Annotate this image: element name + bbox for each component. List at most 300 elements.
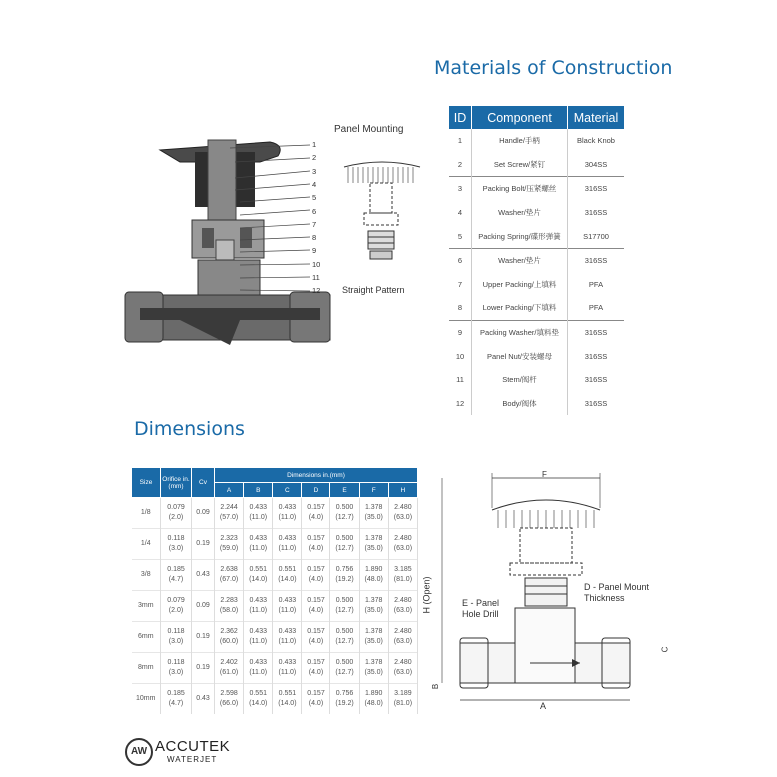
materials-header-id: ID <box>449 106 472 129</box>
dim-cell-value-line: 3.189 <box>394 690 412 697</box>
dim-cell-value-line: 1.890 <box>364 566 383 573</box>
materials-cell-material: 304SS <box>584 159 608 169</box>
dim-cell-value-line: 0.433 <box>249 504 267 511</box>
dim-cell-value-line: 0.157 <box>307 690 325 697</box>
dim-cell-value-line: 0.433 <box>249 628 267 635</box>
dim-cell-orifice-line: (2.0) <box>168 514 184 521</box>
dim-cell-orifice <box>161 653 192 684</box>
dim-cell-value <box>244 591 273 622</box>
dim-cell-size <box>132 560 161 591</box>
dim-cell-value <box>388 560 417 591</box>
dim-cell-value-line: (4.0) <box>308 700 324 707</box>
dim-cell-cv-line: 0.09 <box>196 509 210 516</box>
accutek-logo <box>125 738 245 768</box>
dim-cell-orifice-line: 0.118 <box>167 659 185 666</box>
dim-cell-value-line: (12.7) <box>335 638 354 645</box>
dim-cell-value-line: 3.185 <box>394 566 412 573</box>
dim-cell-size-line: 3mm <box>137 602 154 609</box>
dim-cell-size <box>132 653 161 684</box>
dim-cell-value <box>388 653 417 684</box>
dimensions-row <box>132 498 418 529</box>
dim-header-cv: Cv <box>192 468 215 498</box>
dim-cell-value-line: (11.0) <box>278 607 297 614</box>
dim-cell-orifice-line: (3.0) <box>168 669 184 676</box>
materials-cell-id: 6 <box>449 248 472 272</box>
materials-row <box>449 177 624 201</box>
dimensions-title: Dimensions <box>134 418 245 440</box>
dim-cell-value-line: 0.500 <box>335 659 354 666</box>
dim-cell-value <box>215 529 244 560</box>
dim-cell-size-line: 10mm <box>136 695 156 702</box>
dim-cell-value <box>330 622 359 653</box>
dim-cell-value-line: 0.756 <box>335 566 354 573</box>
dim-cell-value <box>244 498 273 529</box>
dim-cell-value-line: (11.0) <box>278 514 297 521</box>
dim-cell-value <box>330 653 359 684</box>
dim-cell-size <box>132 622 161 653</box>
dim-cell-value-line: 2.638 <box>220 566 238 573</box>
dim-cell-value-line: (35.0) <box>364 607 383 614</box>
materials-row <box>449 224 624 248</box>
dim-cell-value-line: (4.0) <box>308 576 324 583</box>
dim-cell-cv <box>192 653 215 684</box>
dim-cell-value-line: (57.0) <box>219 514 239 521</box>
dim-cell-value <box>359 498 388 529</box>
dim-cell-cv <box>192 560 215 591</box>
dim-cell-value <box>302 498 330 529</box>
dim-cell-value-line: 0.157 <box>307 535 325 542</box>
dim-cell-orifice-line: (3.0) <box>168 545 184 552</box>
dim-cell-value <box>302 653 330 684</box>
callout-number: 7 <box>312 219 317 229</box>
materials-header-material: Material <box>568 106 625 129</box>
materials-cell-material: Black Knob <box>577 136 615 146</box>
dim-header-col: F <box>359 483 388 498</box>
dim-cell-orifice-line: 0.185 <box>167 690 185 697</box>
dim-cell-value-line: 0.433 <box>278 535 297 542</box>
materials-cell-material: PFA <box>588 279 604 289</box>
dim-cell-value-line: 0.433 <box>278 597 297 604</box>
dim-cell-value <box>244 622 273 653</box>
materials-body <box>449 129 624 415</box>
dim-cell-value-line: (11.0) <box>249 514 268 521</box>
panel-mounting-drawing <box>342 155 422 265</box>
dim-cell-cv-line: 0.19 <box>196 540 210 547</box>
dim-cell-value-line: (19.2) <box>335 576 354 583</box>
dim-cell-value <box>273 591 302 622</box>
dim-cell-value-line: (11.0) <box>249 545 268 552</box>
dim-cell-orifice-line: (4.7) <box>168 576 184 583</box>
dim-cell-cv <box>192 529 215 560</box>
dim-cell-value-line: (35.0) <box>364 514 383 521</box>
dim-cell-value-line: (11.0) <box>278 669 297 676</box>
dim-cell-value <box>359 529 388 560</box>
dim-cell-value-line: (14.0) <box>249 700 268 707</box>
dim-cell-orifice <box>161 560 192 591</box>
dim-cell-value-line: (11.0) <box>249 638 268 645</box>
dim-cell-orifice-line: (2.0) <box>168 607 184 614</box>
dim-cell-value-line: 2.480 <box>394 628 412 635</box>
dim-cell-cv-line: 0.19 <box>196 633 210 640</box>
dim-label-e: E - Panel Hole Drill <box>462 598 500 619</box>
dim-cell-value <box>330 560 359 591</box>
dim-cell-value-line: 0.433 <box>249 535 267 542</box>
dim-cell-value-line: (59.0) <box>219 545 239 552</box>
dim-label-d: D - Panel Mount Thickness <box>584 582 650 603</box>
dim-cell-value-line: (63.0) <box>393 514 413 521</box>
materials-cell-id: 7 <box>449 273 472 297</box>
dim-cell-value <box>388 684 417 715</box>
dim-cell-cv <box>192 684 215 715</box>
dim-header-col: B <box>244 483 273 498</box>
dim-header-col: D <box>302 483 330 498</box>
dim-cell-value <box>330 591 359 622</box>
dim-cell-value-line: (12.7) <box>335 607 354 614</box>
dim-cell-value-line: 1.378 <box>364 504 383 511</box>
dim-cell-value-line: 2.362 <box>220 628 238 635</box>
dim-cell-value-line: (14.0) <box>278 700 297 707</box>
dim-cell-value-line: 0.157 <box>307 566 325 573</box>
materials-cell-id: 9 <box>449 320 472 344</box>
dim-header-orifice: Orifice in.(mm) <box>161 468 192 498</box>
dim-cell-value-line: 2.598 <box>220 690 238 697</box>
dim-cell-value-line: 2.323 <box>220 535 238 542</box>
dim-cell-value <box>215 684 244 715</box>
dim-cell-value <box>215 653 244 684</box>
materials-cell-id: 1 <box>449 129 472 153</box>
materials-cell-material: S17700 <box>583 231 609 241</box>
dim-cell-value-line: 0.551 <box>249 566 267 573</box>
dim-header-col: H <box>388 483 417 498</box>
dim-cell-value <box>388 529 417 560</box>
callout-number: 2 <box>312 153 317 163</box>
dim-cell-value-line: (4.0) <box>308 514 324 521</box>
dim-cell-value <box>330 529 359 560</box>
dim-cell-value-line: 0.500 <box>335 535 354 542</box>
dim-cell-value-line: (63.0) <box>393 607 413 614</box>
dim-cell-orifice-line: 0.185 <box>167 566 185 573</box>
dim-cell-value <box>244 560 273 591</box>
dim-header-col: A <box>215 483 244 498</box>
materials-cell-component: Lower Packing/下填料 <box>472 296 568 320</box>
dim-cell-value-line: (48.0) <box>364 700 383 707</box>
dimensions-row <box>132 622 418 653</box>
dim-cell-value <box>215 498 244 529</box>
dim-cell-value-line: 0.157 <box>307 628 325 635</box>
dim-cell-value <box>359 560 388 591</box>
dim-cell-value-line: (63.0) <box>393 638 413 645</box>
dim-cell-value-line: (61.0) <box>219 669 239 676</box>
dim-cell-value-line: (11.0) <box>278 545 297 552</box>
callout-number: 5 <box>312 193 317 203</box>
dim-cell-value-line: 2.480 <box>394 659 412 666</box>
materials-title: Materials of Construction <box>434 57 673 79</box>
dim-cell-size-line: 1/8 <box>140 509 151 516</box>
materials-cell-component: Packing Spring/碟形弹簧 <box>472 224 568 248</box>
dim-cell-value-line: (63.0) <box>393 669 413 676</box>
dim-cell-value <box>215 591 244 622</box>
materials-cell-material: 316SS <box>584 208 608 218</box>
callout-number: 10 <box>312 259 321 269</box>
callout-number: 3 <box>312 166 317 176</box>
materials-cell-id: 11 <box>449 368 472 392</box>
callout-number: 9 <box>312 246 317 256</box>
materials-row <box>449 368 624 392</box>
dim-cell-value <box>302 591 330 622</box>
logo-mark-icon: AW <box>125 738 153 766</box>
dim-cell-value <box>273 560 302 591</box>
dim-cell-size <box>132 498 161 529</box>
dim-cell-value-line: (11.0) <box>249 669 268 676</box>
dim-cell-value <box>273 498 302 529</box>
materials-cell-id: 4 <box>449 201 472 225</box>
dim-cell-value-line: 0.500 <box>335 597 354 604</box>
dim-cell-value <box>359 591 388 622</box>
materials-cell-component: Panel Nut/安装螺母 <box>472 344 568 368</box>
dim-cell-value-line: 2.480 <box>394 504 412 511</box>
dim-cell-value-line: (48.0) <box>364 576 383 583</box>
dim-cell-cv-line: 0.43 <box>196 571 210 578</box>
dim-cell-value-line: (12.7) <box>335 514 354 521</box>
materials-cell-component: Upper Packing/上填料 <box>472 273 568 297</box>
dim-cell-cv-line: 0.09 <box>196 602 210 609</box>
dim-cell-value-line: (14.0) <box>249 576 268 583</box>
dim-cell-value-line: 1.890 <box>364 690 383 697</box>
straight-pattern-label: Straight Pattern <box>342 285 405 295</box>
dim-cell-value-line: 2.480 <box>394 597 412 604</box>
dim-cell-orifice-line: 0.118 <box>167 628 185 635</box>
dim-cell-value <box>215 622 244 653</box>
materials-cell-material: 316SS <box>568 320 625 344</box>
dim-cell-value-line: 0.433 <box>249 597 267 604</box>
dim-cell-value-line: 2.244 <box>220 504 238 511</box>
materials-cell-component: Handle/手柄 <box>472 129 568 153</box>
dim-cell-value-line: 0.433 <box>278 628 297 635</box>
dim-cell-value-line: (4.0) <box>308 638 324 645</box>
dimensions-body <box>132 498 418 715</box>
materials-header-row <box>449 106 624 129</box>
dim-cell-orifice <box>161 622 192 653</box>
materials-cell-id: 10 <box>449 344 472 368</box>
dim-cell-value <box>302 684 330 715</box>
dim-cell-cv <box>192 498 215 529</box>
dim-cell-value <box>359 653 388 684</box>
dim-cell-value-line: 0.551 <box>249 690 267 697</box>
materials-cell-id: 5 <box>449 224 472 248</box>
materials-row <box>449 248 624 272</box>
dim-cell-value-line: 0.756 <box>335 690 354 697</box>
dim-cell-value <box>302 622 330 653</box>
dim-cell-orifice-line: 0.118 <box>167 535 185 542</box>
dim-cell-value-line: (81.0) <box>393 700 413 707</box>
dim-cell-value-line: (12.7) <box>335 669 354 676</box>
dimensions-row <box>132 560 418 591</box>
dim-cell-value-line: 2.402 <box>220 659 238 666</box>
materials-cell-component: Washer/垫片 <box>472 201 568 225</box>
materials-cell-id: 3 <box>449 177 472 201</box>
dim-cell-value-line: 0.157 <box>307 597 325 604</box>
dim-cell-value-line: (4.0) <box>308 669 324 676</box>
dim-cell-value-line: (11.0) <box>249 607 268 614</box>
materials-row <box>449 392 624 416</box>
dim-cell-value-line: 0.500 <box>335 504 354 511</box>
materials-cell-material: 316SS <box>584 398 608 408</box>
dim-cell-value-line: 2.480 <box>394 535 412 542</box>
materials-cell-component: Washer/垫片 <box>472 248 568 272</box>
dim-cell-size-line: 8mm <box>137 664 154 671</box>
dim-cell-size <box>132 591 161 622</box>
materials-row <box>449 201 624 225</box>
dim-cell-value-line: 0.551 <box>278 566 297 573</box>
dim-header-col: E <box>330 483 359 498</box>
materials-cell-material: 316SS <box>568 177 625 201</box>
dimensions-table <box>131 467 418 714</box>
dim-cell-cv-line: 0.19 <box>196 664 210 671</box>
dim-cell-value-line: (4.0) <box>308 545 324 552</box>
callout-number: 1 <box>312 140 317 149</box>
materials-row <box>449 153 624 177</box>
dim-cell-size-line: 3/8 <box>140 571 151 578</box>
dim-label-h: H (Open) <box>421 576 432 614</box>
materials-cell-component: Stem/阀杆 <box>472 368 568 392</box>
dim-label-b: B <box>431 683 441 690</box>
dim-cell-value-line: 1.378 <box>364 659 383 666</box>
dim-cell-value-line: (14.0) <box>278 576 297 583</box>
dim-cell-value-line: (12.7) <box>335 545 354 552</box>
materials-header-component: Component <box>472 106 568 129</box>
dim-cell-size <box>132 684 161 715</box>
materials-row <box>449 296 624 320</box>
materials-cell-id: 2 <box>449 153 472 177</box>
dim-cell-orifice-line: 0.079 <box>167 597 185 604</box>
dimensions-row <box>132 684 418 715</box>
dim-cell-value-line: (58.0) <box>219 607 239 614</box>
dim-cell-value-line: 1.378 <box>364 597 383 604</box>
dim-cell-value <box>302 529 330 560</box>
dim-cell-cv <box>192 622 215 653</box>
materials-row <box>449 320 624 344</box>
panel-mounting-label: Panel Mounting <box>334 124 404 135</box>
dim-cell-value-line: 0.433 <box>249 659 267 666</box>
materials-cell-component: Body/阀体 <box>472 392 568 416</box>
dim-cell-value-line: 1.378 <box>364 628 383 635</box>
dim-cell-value-line: 0.433 <box>278 504 297 511</box>
dim-cell-orifice-line: (3.0) <box>168 638 184 645</box>
materials-cell-material: 316SS <box>584 375 608 385</box>
materials-cell-component: Packing Bolt/压紧螺丝 <box>472 177 568 201</box>
materials-cell-component: Packing Washer/填料垫 <box>472 320 568 344</box>
dim-cell-value-line: 2.283 <box>220 597 238 604</box>
callout-number: 12 <box>312 286 321 296</box>
callout-number: 4 <box>312 179 317 189</box>
dim-cell-size-line: 1/4 <box>140 540 151 547</box>
callout-number: 6 <box>312 206 317 216</box>
dim-cell-value <box>273 622 302 653</box>
dim-cell-value-line: (35.0) <box>364 669 383 676</box>
dim-cell-value <box>330 498 359 529</box>
dim-cell-value <box>330 684 359 715</box>
materials-cell-id: 8 <box>449 296 472 320</box>
dim-cell-value <box>273 684 302 715</box>
dimensions-row <box>132 529 418 560</box>
dim-cell-value-line: 1.378 <box>364 535 383 542</box>
dim-cell-size-line: 6mm <box>137 633 154 640</box>
materials-cell-id: 12 <box>449 392 472 416</box>
dim-label-f: F <box>542 470 547 479</box>
dim-header-group: Dimensions in.(mm) <box>215 468 418 483</box>
dim-cell-value-line: (35.0) <box>364 638 383 645</box>
dim-cell-value <box>359 684 388 715</box>
dim-cell-orifice-line: (4.7) <box>168 700 184 707</box>
dim-cell-value-line: (11.0) <box>278 638 297 645</box>
dim-cell-value <box>302 560 330 591</box>
dim-label-c: C <box>660 646 670 653</box>
materials-cell-material: 316SS <box>568 248 625 272</box>
materials-row <box>449 129 624 153</box>
dim-cell-value <box>359 622 388 653</box>
dim-cell-value <box>388 498 417 529</box>
dim-cell-value-line: (67.0) <box>219 576 239 583</box>
dim-cell-orifice-line: 0.079 <box>167 504 185 511</box>
dim-cell-value <box>215 560 244 591</box>
dim-cell-orifice <box>161 591 192 622</box>
dim-cell-cv-line: 0.43 <box>196 695 210 702</box>
dim-cell-value <box>273 653 302 684</box>
materials-row <box>449 273 624 297</box>
dim-cell-value-line: (4.0) <box>308 607 324 614</box>
dim-cell-value-line: 0.551 <box>278 690 297 697</box>
dim-cell-value <box>388 591 417 622</box>
dim-cell-value <box>244 529 273 560</box>
callout-number: 11 <box>312 273 320 282</box>
dim-cell-value <box>244 684 273 715</box>
dim-cell-value-line: (66.0) <box>219 700 239 707</box>
dim-cell-value-line: 0.500 <box>335 628 354 635</box>
dim-cell-value-line: (63.0) <box>393 545 413 552</box>
dim-header-size: Size <box>132 468 161 498</box>
callout-number: 8 <box>312 233 317 243</box>
dim-cell-value-line: (81.0) <box>393 576 413 583</box>
dim-cell-value-line: 0.433 <box>278 659 297 666</box>
dim-cell-value-line: 0.157 <box>307 504 325 511</box>
dimensions-header-row-1 <box>132 468 418 483</box>
logo-name: ACCUTEK <box>155 738 231 755</box>
materials-cell-material: PFA <box>588 303 604 313</box>
dim-cell-value <box>273 529 302 560</box>
dim-cell-value-line: (19.2) <box>335 700 354 707</box>
dim-cell-value-line: 0.157 <box>307 659 325 666</box>
dim-header-col: C <box>273 483 302 498</box>
dim-cell-orifice <box>161 684 192 715</box>
callout-leaders <box>230 140 320 300</box>
logo-sub: WATERJET <box>167 755 218 764</box>
dim-cell-size <box>132 529 161 560</box>
dimensions-row <box>132 591 418 622</box>
materials-row <box>449 344 624 368</box>
materials-cell-material: 316SS <box>584 351 608 361</box>
dim-cell-orifice <box>161 498 192 529</box>
dim-cell-value-line: (35.0) <box>364 545 383 552</box>
dim-cell-orifice <box>161 529 192 560</box>
dim-cell-value-line: (60.0) <box>219 638 239 645</box>
dim-cell-cv <box>192 591 215 622</box>
dim-cell-value <box>244 653 273 684</box>
materials-table <box>449 106 624 415</box>
dim-label-a: A <box>540 701 547 711</box>
materials-cell-component: Set Screw/紧钉 <box>472 153 568 177</box>
dimensions-row <box>132 653 418 684</box>
dim-cell-value <box>388 622 417 653</box>
